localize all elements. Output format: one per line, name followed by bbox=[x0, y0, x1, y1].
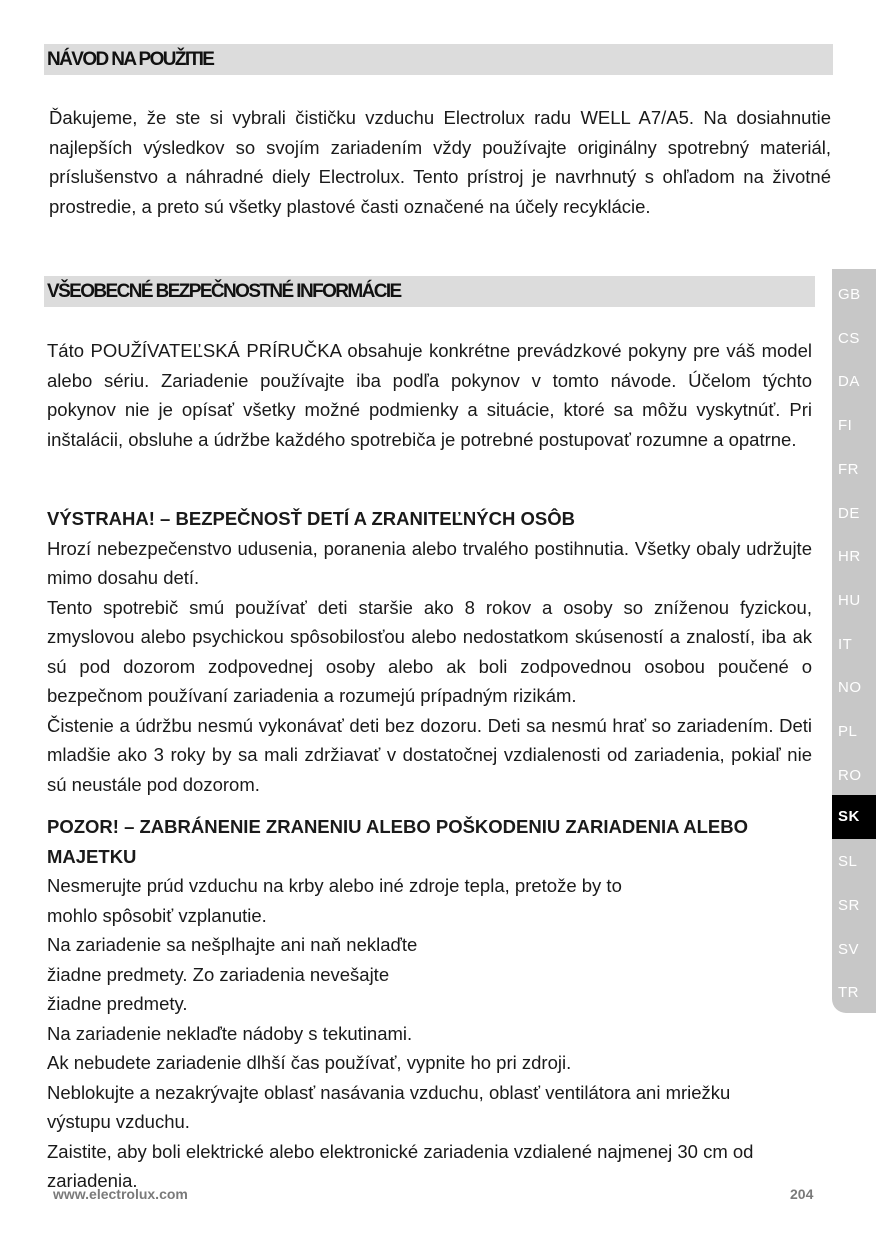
lang-tab-ro[interactable]: RO bbox=[838, 766, 862, 784]
footer-url: www.electrolux.com bbox=[53, 1186, 188, 1202]
general-paragraph bbox=[47, 336, 812, 454]
lang-tab-hr[interactable]: HR bbox=[838, 548, 861, 566]
lang-tab-sk[interactable]: SK bbox=[832, 795, 876, 839]
intro-text: Ďakujeme, že ste si vybrali čističku vzduchu Electrolux radu WELL A7/A5. Na dosiahnutie najlepších výsledkov so svojím zariadením vždy používajte originálny spotrebný materiál, príslušenstvo a náhradné diely Electrolux. Tento prístroj je navrhnutý s ohľadom na životné prostredie, a preto sú všetky plastové časti označené na účely recyklácie. bbox=[49, 107, 831, 217]
warning-paragraph-2: Tento spotrebič smú používať deti staršie ako 8 rokov a osoby so zníženou fyzickou, zmyslovou alebo psychickou spôsobilosťou alebo nedostatkom skúseností a znalostí, iba ak sú pod dozorom zodpovednej osoby alebo ak boli zodpovednou osobou poučené o bezpečnom používaní zariadenia a rozumejú prípadným rizikám. bbox=[47, 596, 812, 706]
language-tab-strip bbox=[832, 269, 876, 1013]
caution-block bbox=[47, 812, 812, 1196]
page-number: 204 bbox=[790, 1186, 814, 1202]
lang-tab-sl[interactable]: SL bbox=[838, 853, 858, 871]
caution-line: žiadne predmety. Zo zariadenia nevešajte bbox=[47, 963, 390, 985]
caution-line: Nesmerujte prúd vzduchu na krby alebo iné zdroje tepla, pretože by to bbox=[47, 875, 622, 896]
warning-block bbox=[47, 504, 812, 799]
warning-paragraph-1: Hrozí nebezpečenstvo udusenia, poranenia alebo trvalého postihnutia. Všetky obaly udržujte mimo dosahu detí. bbox=[47, 537, 812, 588]
lang-tab-pl[interactable]: PL bbox=[838, 723, 858, 740]
caution-heading-line-1: POZOR! – ZABRÁNENIE ZRANENIU ALEBO POŠKODENIU ZARIADENIA ALEBO bbox=[47, 816, 748, 837]
lang-tab-fr[interactable]: FR bbox=[838, 460, 859, 478]
lang-tab-fi[interactable]: FI bbox=[838, 417, 853, 435]
caution-line: zariadenia. bbox=[47, 1170, 138, 1191]
lang-tab-gb[interactable]: GB bbox=[838, 286, 861, 303]
caution-line: výstupu vzduchu. bbox=[47, 1111, 190, 1132]
caution-line: Na zariadenie sa nešplhajte ani naň neklaďte bbox=[47, 934, 418, 955]
caution-line: Na zariadenie neklaďte nádoby s tekutinami. bbox=[47, 1022, 413, 1044]
lang-tab-sr[interactable]: SR bbox=[838, 896, 860, 914]
section-title-safety: VŠEOBECNÉ BEZPEČNOSTNÉ INFORMÁCIE bbox=[44, 276, 815, 307]
caution-heading-line-2: MAJETKU bbox=[47, 845, 137, 867]
warning-heading: VÝSTRAHA! – BEZPEČNOSŤ DETÍ A ZRANITEĽNÝCH OSÔB bbox=[47, 508, 575, 529]
lang-tab-no[interactable]: NO bbox=[838, 679, 862, 697]
lang-tab-de[interactable]: DE bbox=[838, 504, 860, 522]
lang-tab-sv[interactable]: SV bbox=[838, 940, 860, 958]
lang-tab-cs[interactable]: CS bbox=[838, 329, 860, 347]
lang-tab-hu[interactable]: HU bbox=[838, 591, 861, 609]
caution-line: Zaistite, aby boli elektrické alebo elektronické zariadenia vzdialené najmenej 30 cm od bbox=[47, 1140, 754, 1162]
caution-line: Ak nebudete zariadenie dlhší čas používať, vypnite ho pri zdroji. bbox=[47, 1052, 572, 1073]
caution-line: Neblokujte a nezakrývajte oblasť nasávania vzduchu, oblasť ventilátora ani mriežku bbox=[47, 1081, 731, 1103]
lang-tab-it[interactable]: IT bbox=[838, 635, 853, 653]
intro-paragraph bbox=[49, 103, 831, 221]
section-title-navod: NÁVOD NA POUŽITIE bbox=[44, 44, 833, 75]
caution-line: mohlo spôsobiť vzplanutie. bbox=[47, 904, 267, 926]
caution-line: žiadne predmety. bbox=[47, 993, 188, 1014]
general-text: Táto POUŽÍVATEĽSKÁ PRÍRUČKA obsahuje konkrétne prevádzkové pokyny pre váš model alebo sériu. Zariadenie používajte iba podľa pokynov v tomto návode. Účelom týchto pokynov nie je opísať všetky možné podmienky a situácie, ktoré sa môžu vyskytnúť. Pri inštalácii, obsluhe a údržbe každého spotrebiča je potrebné postupovať rozumne a opatrne. bbox=[47, 340, 812, 450]
lang-tab-da[interactable]: DA bbox=[838, 373, 860, 391]
warning-paragraph-3: Čistenie a údržbu nesmú vykonávať deti bez dozoru. Deti sa nesmú hrať so zariadením. Deti mladšie ako 3 roky by sa mali zdržiavať v dostatočnej vzdialenosti od zariadenia, pokiaľ nie sú neustále pod dozorom. bbox=[47, 714, 812, 795]
lang-tab-tr[interactable]: TR bbox=[838, 984, 859, 1002]
